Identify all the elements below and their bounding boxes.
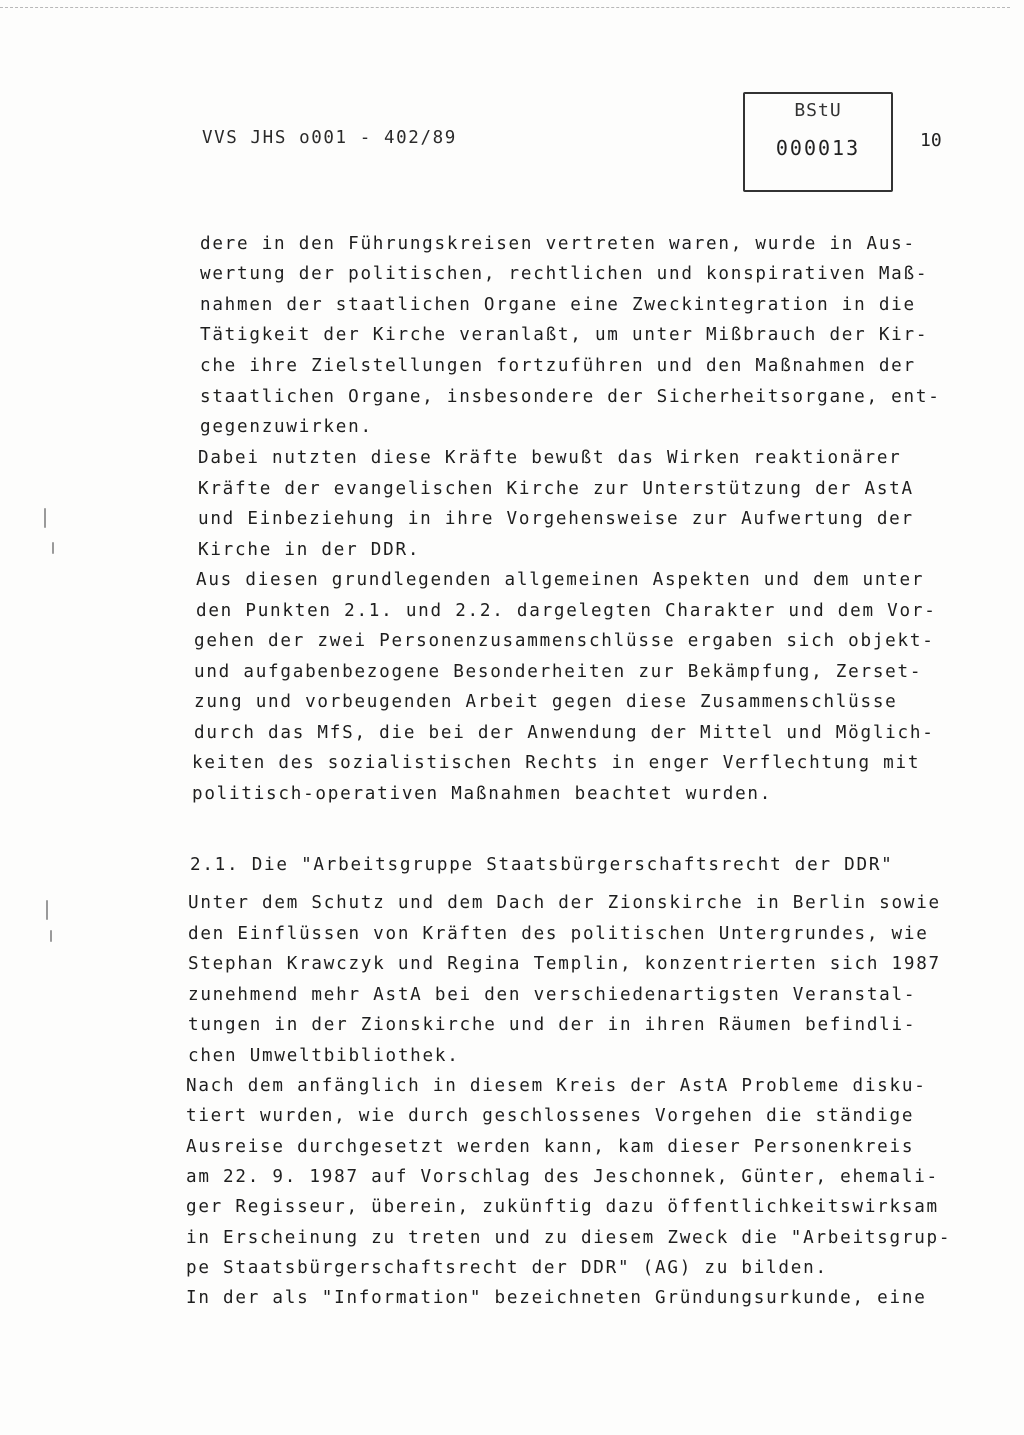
body-line: Ausreise durchgesetzt werden kann, kam dieser Personenkreis [186,1137,915,1157]
body-line: Nach dem anfänglich in diesem Kreis der AstA Probleme disku- [186,1076,927,1096]
body-line: tiert wurden, wie durch geschlossenes Vorgehen die ständige [186,1106,915,1126]
body-line: Tätigkeit der Kirche veranlaßt, um unter Mißbrauch der Kir- [200,325,929,345]
body-line: zung und vorbeugenden Arbeit gegen diese Zusammenschlüsse [194,692,898,712]
body-line: Aus diesen grundlegenden allgemeinen Aspekten und dem unter [196,570,925,590]
body-line: in Erscheinung zu treten und zu diesem Zweck die "Arbeitsgrup- [186,1228,952,1248]
body-line: che ihre Zielstellungen fortzuführen und den Maßnahmen der [200,356,916,376]
body-line: den Punkten 2.1. und 2.2. dargelegten Charakter und dem Vor- [196,601,937,621]
body-line: keiten des sozialistischen Rechts in enger Verflechtung mit [192,753,921,773]
body-line: am 22. 9. 1987 auf Vorschlag des Jeschonnek, Günter, ehemali- [186,1167,939,1187]
body-line: pe Staatsbürgerschaftsrecht der DDR" (AG) zu bilden. [186,1258,828,1278]
body-line: staatlichen Organe, insbesondere der Sicherheitsorgane, ent- [200,387,941,407]
margin-mark [52,542,54,554]
stamp-sheet-number: 000013 [775,136,861,160]
page-number: 10 [920,130,942,151]
body-line: gegenzuwirken. [200,417,373,437]
section-heading: 2.1. Die "Arbeitsgruppe Staatsbürgerschaftsrecht der DDR" [190,855,894,875]
body-line: Stephan Krawczyk und Regina Templin, konzentrierten sich 1987 [188,954,941,974]
body-line: In der als "Information" bezeichneten Gründungsurkunde, eine [186,1288,927,1308]
margin-mark [50,930,52,942]
body-line: zunehmend mehr AstA bei den verschiedenartigsten Veranstal- [188,985,917,1005]
margin-mark [44,508,46,528]
body-line: Kräfte der evangelischen Kirche zur Unterstützung der AstA [198,479,914,499]
body-line: gehen der zwei Personenzusammenschlüsse ergaben sich objekt- [194,631,935,651]
body-line: dere in den Führungskreisen vertreten waren, wurde in Aus- [200,234,916,254]
body-line: tungen in der Zionskirche und der in ihren Räumen befindli- [188,1015,917,1035]
document-reference: VVS JHS o001 - 402/89 [202,128,457,148]
body-line: Dabei nutzten diese Kräfte bewußt das Wirken reaktionärer [198,448,902,468]
top-edge-line [0,7,1010,8]
body-line: nahmen der staatlichen Organe eine Zweckintegration in die [200,295,916,315]
body-line: und Einbeziehung in ihre Vorgehensweise zur Aufwertung der [198,509,914,529]
stamp-archive-label: BStU [794,100,842,121]
body-line: Unter dem Schutz und dem Dach der Zionskirche in Berlin sowie [188,893,941,913]
body-line: Kirche in der DDR. [198,540,421,560]
body-line: chen Umweltbibliothek. [188,1046,460,1066]
body-line: ger Regisseur, überein, zukünftig dazu öffentlichkeitswirksam [186,1197,939,1217]
body-line: politisch-operativen Maßnahmen beachtet wurden. [192,784,773,804]
body-line: durch das MfS, die bei der Anwendung der Mittel und Möglich- [194,723,935,743]
body-line: und aufgabenbezogene Besonderheiten zur Bekämpfung, Zerset- [194,662,923,682]
body-line: wertung der politischen, rechtlichen und konspirativen Maß- [200,264,929,284]
body-line: den Einflüssen von Kräften des politischen Untergrundes, wie [188,924,929,944]
archive-stamp [743,92,893,192]
margin-mark [46,900,48,920]
